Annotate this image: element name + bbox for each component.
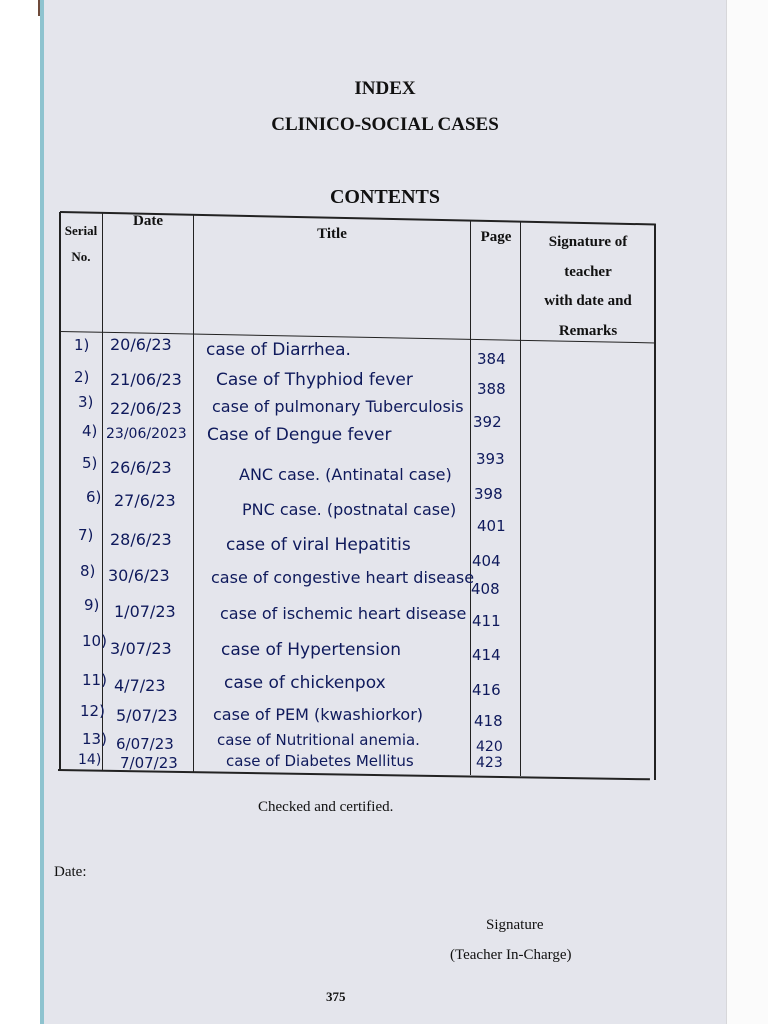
row-title: case of congestive heart disease (211, 568, 475, 587)
row-page: 411 (472, 612, 501, 630)
row-date: 3/07/23 (110, 639, 172, 658)
row-date: 20/6/23 (110, 335, 172, 354)
row-serial: 5) (82, 454, 98, 472)
row-date: 26/6/23 (110, 458, 172, 477)
row-serial: 10) (82, 632, 107, 650)
background-edge-right (726, 0, 768, 1024)
row-title: case of Nutritional anemia. (217, 731, 420, 749)
row-page: 393 (476, 450, 505, 468)
header-serial-line2: No. (71, 249, 91, 264)
row-title: case of viral Hepatitis (226, 535, 411, 555)
header-page: Page (480, 229, 512, 245)
row-serial: 4) (82, 422, 98, 440)
row-page: 404 (472, 552, 501, 570)
row-serial: 7) (78, 526, 94, 544)
heading-index: INDEX (354, 78, 416, 99)
row-serial: 1) (74, 336, 90, 354)
row-serial: 9) (84, 596, 100, 614)
row-page: 416 (472, 681, 501, 699)
heading-clinico-social-cases: CLINICO-SOCIAL CASES (271, 114, 499, 135)
row-date: 27/6/23 (114, 491, 176, 510)
row-title: PNC case. (postnatal case) (242, 500, 457, 519)
header-title: Title (317, 226, 347, 242)
row-date: 7/07/23 (120, 754, 178, 772)
row-date: 1/07/23 (114, 602, 176, 621)
checked-certified-text: Checked and certified. (258, 799, 394, 815)
header-signature (522, 228, 654, 346)
row-date: 30/6/23 (108, 566, 170, 585)
header-signature-line4: Remarks (558, 322, 618, 339)
row-serial: 6) (86, 488, 102, 506)
teacher-in-charge-label: (Teacher In-Charge) (450, 947, 572, 963)
row-title: case of Diarrhea. (206, 340, 351, 360)
row-page: 401 (477, 517, 506, 535)
row-date: 23/06/2023 (106, 426, 187, 442)
header-date: Date (133, 213, 163, 229)
row-serial: 11) (82, 671, 107, 689)
page-number: 375 (326, 989, 346, 1004)
row-page: 392 (473, 413, 502, 431)
row-serial: 8) (80, 562, 96, 580)
document-page (44, 0, 726, 1024)
row-date: 4/7/23 (114, 676, 166, 695)
row-serial: 3) (78, 393, 94, 411)
row-title: case of Hypertension (221, 640, 402, 660)
table-border-left (59, 212, 61, 770)
header-serial (60, 218, 102, 270)
row-page: 418 (474, 712, 503, 730)
row-page: 414 (472, 646, 501, 664)
row-title: case of Diabetes Mellitus (226, 752, 414, 770)
table-col-divider-signature (520, 222, 521, 776)
header-signature-line2: teacher (564, 263, 612, 280)
table-border-right (654, 224, 656, 780)
background-edge-left (0, 0, 40, 1024)
row-date: 21/06/23 (110, 370, 182, 389)
row-date: 22/06/23 (110, 399, 182, 418)
row-title: case of pulmonary Tuberculosis (212, 397, 464, 416)
table-col-divider-page (470, 220, 471, 775)
row-title: case of chickenpox (224, 673, 386, 693)
row-date: 5/07/23 (116, 706, 178, 725)
row-page: 398 (474, 485, 503, 503)
row-serial: 2) (74, 368, 90, 386)
table-col-divider-title (193, 214, 194, 772)
header-serial-line1: Serial (64, 223, 98, 238)
row-date: 6/07/23 (116, 735, 174, 753)
heading-contents: CONTENTS (329, 186, 441, 208)
row-title: case of ischemic heart disease (220, 604, 467, 623)
row-page-extra: 423 (476, 755, 503, 771)
row-serial: 12) (80, 702, 105, 720)
signature-label: Signature (486, 917, 544, 933)
row-title: ANC case. (Antinatal case) (239, 465, 452, 484)
row-page: 384 (477, 350, 506, 368)
row-serial: 13) (82, 730, 107, 748)
contents-table (44, 0, 726, 1024)
row-page: 408 (471, 580, 500, 598)
row-page: 420 (476, 739, 503, 755)
row-date: 28/6/23 (110, 530, 172, 549)
header-signature-line3: with date and (544, 293, 632, 309)
row-title: case of PEM (kwashiorkor) (213, 705, 424, 724)
row-page: 388 (477, 380, 506, 398)
date-label: Date: (54, 864, 87, 880)
row-title: Case of Thyphiod fever (216, 370, 413, 390)
row-serial: 14) (78, 752, 102, 768)
header-signature-line1: Signature of (548, 234, 628, 250)
row-title: Case of Dengue fever (207, 425, 392, 445)
